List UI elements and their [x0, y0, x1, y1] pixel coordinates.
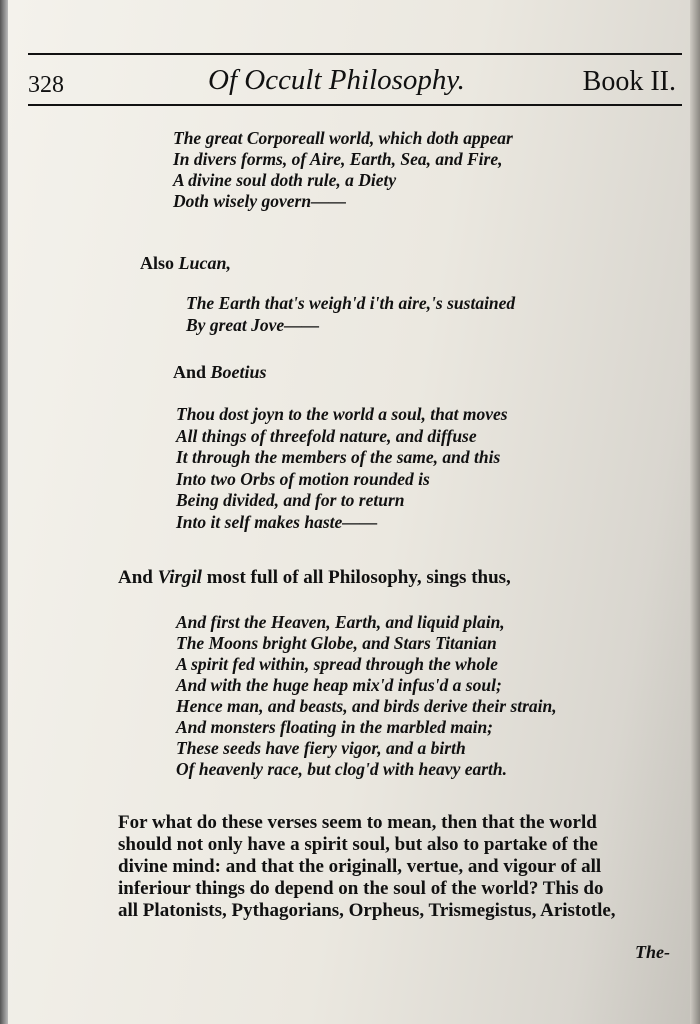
- intro-name: Boetius: [210, 362, 267, 382]
- verse-line: And first the Heaven, Earth, and liquid plain,: [176, 612, 505, 632]
- verse-line: By great Jove——: [186, 315, 320, 335]
- verse-line: Hence man, and beasts, and birds derive their strain,: [176, 696, 557, 716]
- verse-line: In divers forms, of Aire, Earth, Sea, and Fire,: [173, 149, 503, 169]
- verse-block-4: [176, 612, 557, 780]
- intro-name: Lucan,: [178, 253, 232, 273]
- prose-paragraph: [118, 812, 678, 922]
- page-header: [28, 58, 680, 104]
- intro-lead: Also: [140, 253, 175, 273]
- verse-line: The Earth that's weigh'd i'th aire,'s sustained: [186, 293, 516, 313]
- intro-rest: most full of all Philosophy, sings thus,: [206, 567, 511, 588]
- prose-line: should not only have a spirit soul, but also to partake of the: [118, 834, 598, 855]
- page-number: 328: [28, 72, 64, 98]
- verse-line: Into two Orbs of motion rounded is: [176, 468, 430, 489]
- verse-line: A spirit fed within, spread through the whole: [176, 654, 498, 674]
- verse-line: And monsters floating in the marbled main;: [176, 717, 493, 737]
- catchword: The-: [635, 942, 670, 962]
- prose-line: For what do these verses seem to mean, then that the world: [118, 812, 597, 833]
- intro-virgil: [118, 567, 511, 589]
- verse-block-1: [173, 128, 513, 212]
- verse-line: A divine soul doth rule, a Diety: [173, 170, 397, 190]
- intro-lucan: [140, 253, 231, 274]
- running-title: Of Occult Philosophy.: [208, 64, 465, 96]
- verse-line: The Moons bright Globe, and Stars Titanian: [176, 633, 497, 653]
- verse-line: Thou dost joyn to the world a soul, that moves: [176, 404, 508, 424]
- verse-line: The great Corporeall world, which doth appear: [173, 128, 513, 148]
- verse-line: Being divided, and for to return: [176, 490, 405, 510]
- prose-line: divine mind: and that the originall, vertue, and vigour of all: [118, 856, 602, 877]
- header-rule-top: [28, 53, 682, 55]
- verse-block-3: [176, 404, 508, 533]
- book-label: Book II.: [582, 66, 676, 97]
- prose-line: inferiour things do depend on the soul of the world? This do: [118, 878, 604, 899]
- intro-lead: And: [173, 362, 207, 382]
- intro-lead: And: [118, 567, 153, 588]
- verse-line: Of heavenly race, but clog'd with heavy earth.: [176, 759, 508, 779]
- header-rule-bottom: [28, 104, 682, 106]
- page-right-edge: [690, 0, 700, 1024]
- verse-line: Into it self makes haste——: [176, 511, 378, 532]
- verse-line: All things of threefold nature, and diffuse: [176, 425, 477, 446]
- prose-line: all Platonists, Pythagorians, Orpheus, Trismegistus, Aristotle,: [118, 900, 616, 921]
- verse-line: And with the huge heap mix'd infus'd a soul;: [176, 675, 502, 695]
- verse-line: Doth wisely govern——: [173, 191, 347, 211]
- verse-block-2: [186, 292, 515, 336]
- verse-line: It through the members of the same, and this: [176, 447, 501, 467]
- intro-boetius: [173, 362, 267, 383]
- page-left-shadow: [0, 0, 8, 1024]
- intro-name: Virgil: [157, 567, 202, 588]
- verse-line: These seeds have fiery vigor, and a birth: [176, 738, 466, 758]
